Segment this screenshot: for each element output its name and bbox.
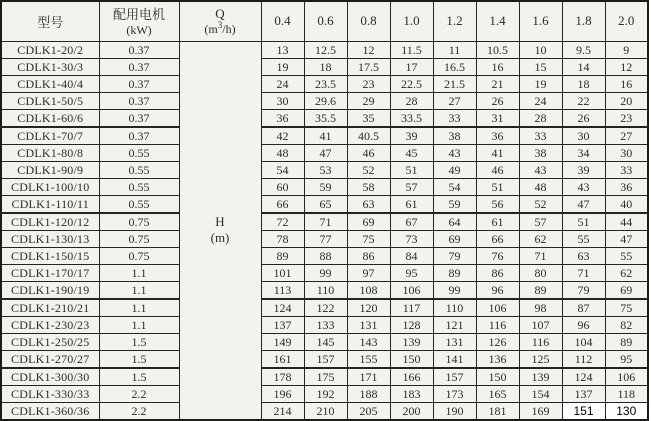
cell-head-value: 139 (390, 333, 433, 350)
cell-head-value: 63 (347, 195, 390, 213)
cell-head-value: 17 (390, 58, 433, 75)
cell-head-value: 126 (476, 333, 519, 350)
cell-head-value: 117 (390, 299, 433, 317)
cell-head-value: 106 (605, 368, 648, 386)
col-header-flow-0.6: 0.6 (304, 1, 347, 41)
cell-head-value: 38 (519, 144, 562, 161)
cell-head-value: 30 (562, 127, 605, 145)
cell-head-value: 69 (347, 213, 390, 231)
table-row (1, 161, 648, 178)
cell-model: CDLK1-60/6 (1, 109, 99, 127)
cell-model: CDLK1-90/9 (1, 161, 99, 178)
cell-head-value: 99 (304, 264, 347, 281)
cell-model: CDLK1-20/2 (1, 41, 99, 58)
cell-head-value: 84 (390, 247, 433, 264)
cell-head-value: 106 (476, 299, 519, 317)
cell-head-value: 11 (433, 41, 476, 58)
cell-model: CDLK1-210/21 (1, 299, 99, 317)
cell-head-value: 95 (605, 350, 648, 368)
cell-model: CDLK1-150/15 (1, 247, 99, 264)
cell-head-value: 47 (562, 195, 605, 213)
cell-head-value: 73 (390, 230, 433, 247)
cell-head-value: 20 (605, 92, 648, 109)
cell-head-value: 28 (390, 92, 433, 109)
cell-head-value: 130 (605, 402, 648, 420)
cell-head-value: 21 (476, 75, 519, 92)
cell-head-value: 53 (304, 161, 347, 178)
cell-head-value: 75 (347, 230, 390, 247)
cell-head-value: 78 (261, 230, 304, 247)
cell-head-value: 54 (261, 161, 304, 178)
cell-head-value: 30 (261, 92, 304, 109)
cell-head-value: 116 (476, 316, 519, 333)
cell-head-value: 79 (562, 281, 605, 299)
cell-motor-kw: 1.1 (99, 299, 179, 317)
cell-head-value: 41 (476, 144, 519, 161)
cell-head-value: 34 (562, 144, 605, 161)
table-row (1, 299, 648, 317)
cell-head-value: 56 (476, 195, 519, 213)
cell-model: CDLK1-360/36 (1, 402, 99, 420)
cell-head-value: 52 (519, 195, 562, 213)
cell-head-value: 57 (519, 213, 562, 231)
cell-head-value: 113 (261, 281, 304, 299)
cell-head-value: 13 (261, 41, 304, 58)
cell-head-value: 89 (433, 264, 476, 281)
cell-head-value: 116 (519, 333, 562, 350)
cell-head-value: 24 (519, 92, 562, 109)
cell-head-value: 62 (519, 230, 562, 247)
table-row (1, 213, 648, 231)
cell-model: CDLK1-250/25 (1, 333, 99, 350)
cell-head-value: 43 (433, 144, 476, 161)
cell-head-value: 155 (347, 350, 390, 368)
cell-head-value: 27 (605, 127, 648, 145)
cell-head-value: 178 (261, 368, 304, 386)
cell-head-value: 27 (433, 92, 476, 109)
cell-head-value: 59 (433, 195, 476, 213)
col-header-flow-q (179, 1, 261, 41)
cell-head-value: 128 (390, 316, 433, 333)
cell-head-value: 65 (304, 195, 347, 213)
cell-head-value: 71 (562, 264, 605, 281)
cell-head-value: 18 (304, 58, 347, 75)
table-row (1, 402, 648, 420)
cell-head-value: 131 (347, 316, 390, 333)
cell-head-value: 89 (519, 281, 562, 299)
cell-head-value: 22.5 (390, 75, 433, 92)
cell-motor-kw: 0.55 (99, 178, 179, 195)
cell-head-value: 118 (605, 385, 648, 402)
cell-head-value: 210 (304, 402, 347, 420)
cell-head-value: 106 (390, 281, 433, 299)
cell-motor-kw: 0.37 (99, 127, 179, 145)
cell-head-value: 66 (261, 195, 304, 213)
col-header-flow-2.0: 2.0 (605, 1, 648, 41)
cell-head-value: 64 (433, 213, 476, 231)
cell-head-value: 62 (605, 264, 648, 281)
cell-head-value: 23 (605, 109, 648, 127)
table-row (1, 316, 648, 333)
cell-head-value: 59 (304, 178, 347, 195)
cell-head-value: 125 (519, 350, 562, 368)
cell-head-value: 48 (261, 144, 304, 161)
cell-head-value: 17.5 (347, 58, 390, 75)
cell-head-value: 21.5 (433, 75, 476, 92)
cell-head-value: 14 (562, 58, 605, 75)
cell-head-value: 89 (261, 247, 304, 264)
cell-head-value: 51 (390, 161, 433, 178)
cell-head-value: 57 (390, 178, 433, 195)
cell-motor-kw: 0.55 (99, 161, 179, 178)
cell-head-value: 181 (476, 402, 519, 420)
cell-head-value: 11.5 (390, 41, 433, 58)
cell-head-value: 151 (562, 402, 605, 420)
cell-head-value: 96 (476, 281, 519, 299)
cell-head-value: 42 (261, 127, 304, 145)
cell-model: CDLK1-70/7 (1, 127, 99, 145)
col-header-flow-1.4: 1.4 (476, 1, 519, 41)
cell-head-value: 66 (476, 230, 519, 247)
cell-head-value: 196 (261, 385, 304, 402)
cell-head-value: 200 (390, 402, 433, 420)
cell-motor-kw: 0.37 (99, 75, 179, 92)
cell-motor-kw: 1.5 (99, 350, 179, 368)
cell-head-value: 28 (519, 109, 562, 127)
cell-head-value: 43 (562, 178, 605, 195)
cell-motor-kw: 0.37 (99, 58, 179, 75)
cell-head-value: 165 (476, 385, 519, 402)
cell-motor-kw: 2.2 (99, 402, 179, 420)
cell-head-value: 23.5 (304, 75, 347, 92)
cell-head-value: 161 (261, 350, 304, 368)
table-row (1, 127, 648, 145)
cell-head-value: 69 (605, 281, 648, 299)
cell-head-value: 10 (519, 41, 562, 58)
cell-head-value: 18 (562, 75, 605, 92)
motor-unit: (kW) (126, 23, 152, 38)
cell-head-value: 29 (347, 92, 390, 109)
col-header-flow-1.6: 1.6 (519, 1, 562, 41)
cell-head-value: 31 (476, 109, 519, 127)
table-row (1, 333, 648, 350)
cell-head-value: 71 (519, 247, 562, 264)
cell-head-value: 48 (519, 178, 562, 195)
cell-model: CDLK1-30/3 (1, 58, 99, 75)
cell-model: CDLK1-330/33 (1, 385, 99, 402)
cell-head-value: 47 (304, 144, 347, 161)
cell-head-value: 16.5 (433, 58, 476, 75)
cell-head-value: 89 (605, 333, 648, 350)
cell-head-value: 122 (304, 299, 347, 317)
cell-head-value: 16 (476, 58, 519, 75)
col-header-flow-1.2: 1.2 (433, 1, 476, 41)
table-row (1, 144, 648, 161)
cell-head-value: 71 (304, 213, 347, 231)
cell-head-value: 86 (347, 247, 390, 264)
cell-head-value: 33 (433, 109, 476, 127)
cell-head-value: 110 (433, 299, 476, 317)
cell-head-value: 46 (476, 161, 519, 178)
cell-head-value: 157 (433, 368, 476, 386)
cell-head-value: 15 (519, 58, 562, 75)
cell-head-value: 157 (304, 350, 347, 368)
cell-motor-kw: 0.37 (99, 109, 179, 127)
cell-motor-kw: 1.5 (99, 368, 179, 386)
cell-head-value: 51 (476, 178, 519, 195)
cell-head-value: 190 (433, 402, 476, 420)
cell-head-value: 104 (562, 333, 605, 350)
cell-head-value: 72 (261, 213, 304, 231)
cell-motor-kw: 2.2 (99, 385, 179, 402)
cell-head-value: 79 (433, 247, 476, 264)
cell-head-value: 183 (390, 385, 433, 402)
cell-head-value: 16 (605, 75, 648, 92)
motor-label: 配用电机 (112, 7, 165, 23)
cell-head-value: 214 (261, 402, 304, 420)
cell-head-value: 108 (347, 281, 390, 299)
table-row (1, 178, 648, 195)
cell-head-value: 88 (304, 247, 347, 264)
cell-head-value: 124 (562, 368, 605, 386)
cell-head-value: 133 (304, 316, 347, 333)
cell-head-value: 55 (605, 247, 648, 264)
cell-model: CDLK1-40/4 (1, 75, 99, 92)
cell-head-value: 44 (605, 213, 648, 231)
cell-head-value: 192 (304, 385, 347, 402)
cell-head-value: 137 (562, 385, 605, 402)
cell-head-value: 22 (562, 92, 605, 109)
cell-head-value: 97 (347, 264, 390, 281)
cell-head-value: 124 (261, 299, 304, 317)
cell-head-value: 40 (605, 195, 648, 213)
cell-head-value: 76 (476, 247, 519, 264)
header-row (1, 1, 648, 41)
cell-head-value: 19 (519, 75, 562, 92)
cell-head-value: 96 (562, 316, 605, 333)
cell-head-value: 35 (347, 109, 390, 127)
table-row (1, 264, 648, 281)
cell-model: CDLK1-130/13 (1, 230, 99, 247)
cell-head-value: 75 (605, 299, 648, 317)
cell-motor-kw: 0.75 (99, 230, 179, 247)
cell-head-value: 80 (519, 264, 562, 281)
cell-head-value: 12.5 (304, 41, 347, 58)
cell-head-value: 55 (562, 230, 605, 247)
col-header-flow-0.8: 0.8 (347, 1, 390, 41)
cell-model: CDLK1-170/17 (1, 264, 99, 281)
cell-head-value: 45 (390, 144, 433, 161)
cell-motor-kw: 1.1 (99, 281, 179, 299)
cell-head-value: 46 (347, 144, 390, 161)
cell-head-value: 39 (390, 127, 433, 145)
cell-head-value: 169 (519, 402, 562, 420)
cell-head-value: 107 (519, 316, 562, 333)
cell-model: CDLK1-300/30 (1, 368, 99, 386)
cell-head-value: 43 (519, 161, 562, 178)
cell-head-value: 166 (390, 368, 433, 386)
cell-motor-kw: 0.75 (99, 213, 179, 231)
cell-head-value: 19 (261, 58, 304, 75)
table-row (1, 92, 648, 109)
cell-head-value: 101 (261, 264, 304, 281)
table-row (1, 109, 648, 127)
col-header-flow-1.0: 1.0 (390, 1, 433, 41)
cell-head-value: 36 (261, 109, 304, 127)
cell-head-value: 143 (347, 333, 390, 350)
cell-head-value: 26 (476, 92, 519, 109)
cell-head-value: 121 (433, 316, 476, 333)
cell-motor-kw: 0.37 (99, 41, 179, 58)
cell-motor-kw: 0.55 (99, 144, 179, 161)
cell-motor-kw: 1.5 (99, 333, 179, 350)
cell-head-value: 149 (261, 333, 304, 350)
cell-model: CDLK1-80/8 (1, 144, 99, 161)
cell-head-value: 35.5 (304, 109, 347, 127)
cell-head-value: 137 (261, 316, 304, 333)
cell-head-value: 38 (433, 127, 476, 145)
cell-head-value: 175 (304, 368, 347, 386)
cell-head-value: 150 (476, 368, 519, 386)
cell-head-value: 61 (476, 213, 519, 231)
cell-head-value: 9.5 (562, 41, 605, 58)
table-row (1, 58, 648, 75)
cell-head-value: 29.6 (304, 92, 347, 109)
cell-head-value: 136 (476, 350, 519, 368)
cell-motor-kw: 1.1 (99, 316, 179, 333)
cell-head-value: 23 (347, 75, 390, 92)
cell-head-value: 36 (605, 178, 648, 195)
cell-head-value: 12 (605, 58, 648, 75)
cell-head-value: 205 (347, 402, 390, 420)
col-header-flow-1.8: 1.8 (562, 1, 605, 41)
cell-head-value: 98 (519, 299, 562, 317)
cell-head-value: 60 (261, 178, 304, 195)
h-label: H (215, 213, 225, 229)
cell-motor-kw: 1.1 (99, 264, 179, 281)
cell-head-value: 33 (605, 161, 648, 178)
cell-head-value: 33.5 (390, 109, 433, 127)
cell-head-value: 47 (605, 230, 648, 247)
cell-head-value: 139 (519, 368, 562, 386)
cell-model: CDLK1-230/23 (1, 316, 99, 333)
cell-head-value: 145 (304, 333, 347, 350)
table-row (1, 281, 648, 299)
table-row (1, 75, 648, 92)
cell-head-value: 150 (390, 350, 433, 368)
cell-model: CDLK1-110/11 (1, 195, 99, 213)
cell-head-value: 58 (347, 178, 390, 195)
col-header-model: 型号 (1, 1, 99, 41)
table-row (1, 41, 648, 58)
table-row (1, 385, 648, 402)
cell-model: CDLK1-120/12 (1, 213, 99, 231)
cell-head-value: 171 (347, 368, 390, 386)
cell-model: CDLK1-50/5 (1, 92, 99, 109)
cell-head-value: 77 (304, 230, 347, 247)
h-unit: (m) (210, 230, 230, 245)
col-header-flow-0.4: 0.4 (261, 1, 304, 41)
table-row (1, 195, 648, 213)
cell-head-value: 110 (304, 281, 347, 299)
cell-head-value: 173 (433, 385, 476, 402)
cell-head-value: 10.5 (476, 41, 519, 58)
cell-head-value: 9 (605, 41, 648, 58)
cell-head-value: 49 (433, 161, 476, 178)
cell-head-value: 51 (562, 213, 605, 231)
cell-motor-kw: 0.37 (99, 92, 179, 109)
cell-motor-kw: 0.75 (99, 247, 179, 264)
cell-model: CDLK1-190/19 (1, 281, 99, 299)
cell-head-value: 61 (390, 195, 433, 213)
table-row (1, 230, 648, 247)
cell-head-value: 41 (304, 127, 347, 145)
cell-head-value: 95 (390, 264, 433, 281)
cell-head-value: 69 (433, 230, 476, 247)
cell-model: CDLK1-100/10 (1, 178, 99, 195)
col-header-motor (99, 1, 179, 41)
cell-motor-kw: 0.55 (99, 195, 179, 213)
cell-head-value: 39 (562, 161, 605, 178)
cell-head-value: 99 (433, 281, 476, 299)
cell-head-value: 87 (562, 299, 605, 317)
cell-head-value: 112 (562, 350, 605, 368)
table-row (1, 350, 648, 368)
cell-head-value: 52 (347, 161, 390, 178)
cell-head-value: 26 (562, 109, 605, 127)
cell-head-value: 63 (562, 247, 605, 264)
cell-head-h-unit (179, 41, 261, 420)
cell-head-value: 141 (433, 350, 476, 368)
cell-head-value: 86 (476, 264, 519, 281)
q-unit: $(m^3/h)$ (204, 19, 236, 36)
cell-head-value: 82 (605, 316, 648, 333)
cell-head-value: 12 (347, 41, 390, 58)
cell-head-value: 30 (605, 144, 648, 161)
table-body (1, 41, 648, 420)
cell-head-value: 24 (261, 75, 304, 92)
cell-head-value: 154 (519, 385, 562, 402)
cell-head-value: 54 (433, 178, 476, 195)
cell-head-value: 120 (347, 299, 390, 317)
cell-head-value: 40.5 (347, 127, 390, 145)
cell-head-value: 131 (433, 333, 476, 350)
table-row (1, 368, 648, 386)
cell-head-value: 36 (476, 127, 519, 145)
cell-model: CDLK1-270/27 (1, 350, 99, 368)
cell-head-value: 67 (390, 213, 433, 231)
q-label: Q (215, 5, 225, 21)
cell-head-value: 33 (519, 127, 562, 145)
table-row (1, 247, 648, 264)
cell-head-value: 188 (347, 385, 390, 402)
